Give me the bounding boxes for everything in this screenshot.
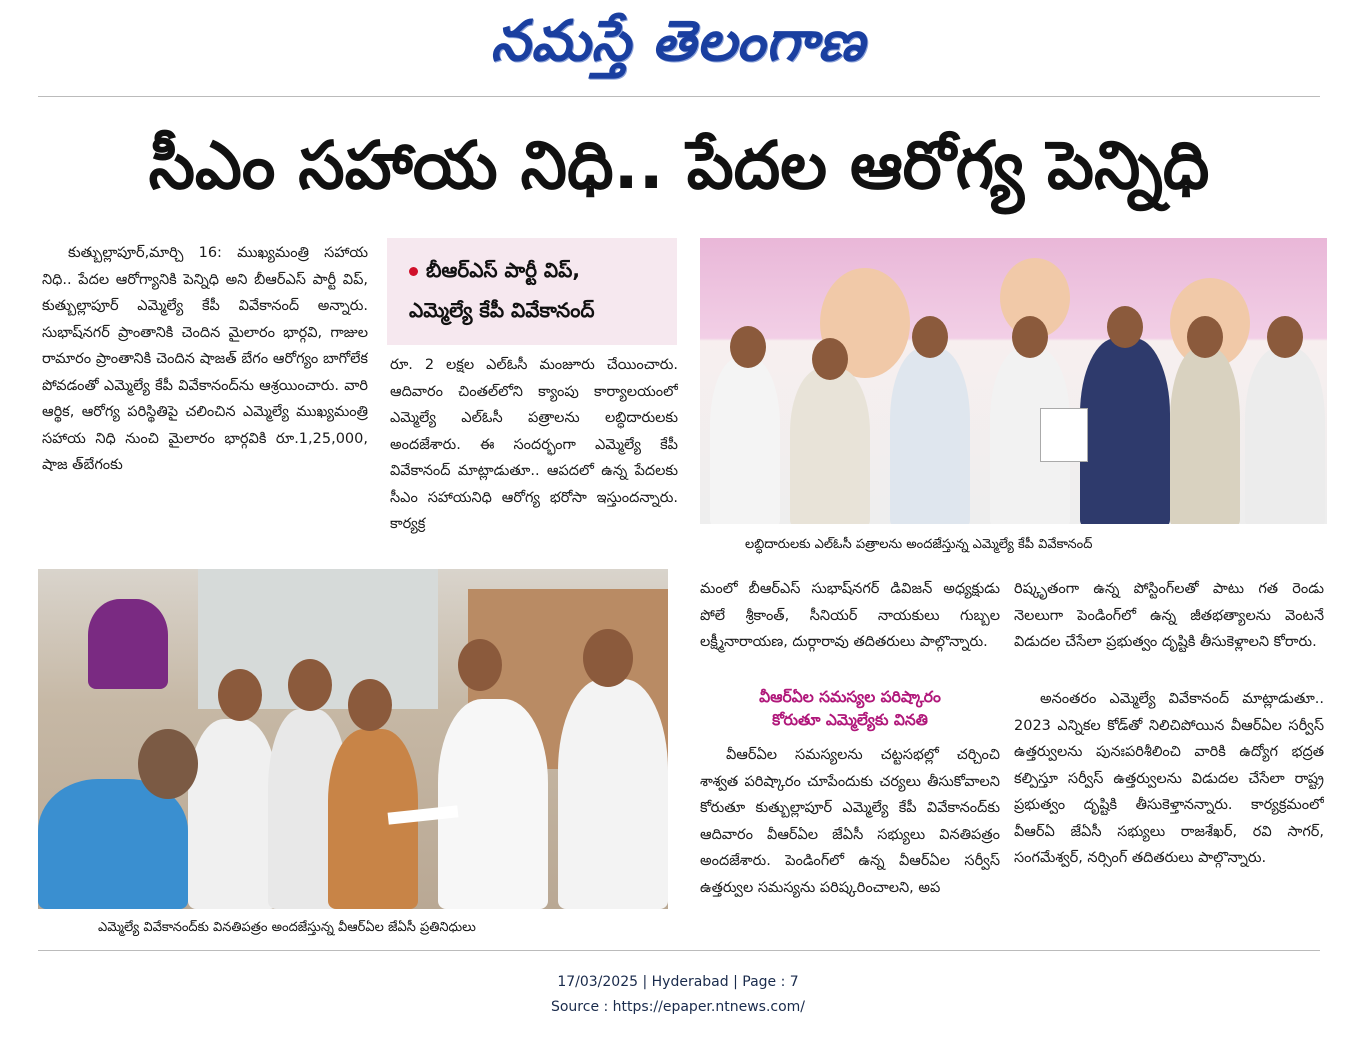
person-head — [138, 729, 198, 799]
person — [1245, 348, 1325, 524]
person — [438, 699, 548, 909]
article-paragraph: అనంతరం ఎమ్మెల్యే వివేకానంద్ మాట్లాడుతూ.. 2023 ఎన్నికల కోడ్‌తో నిలిచిపోయిన వీఆర్ఏల సర్వీస్ ఉత్తర్వులను పునఃపరిశీలించి వారికి ఉద్యోగ భద్రత కల్పిస్తూ సర్వీస్ ఉత్తర్వులను విడుదల చేసేలా రాష్ట్ర ప్రభుత్వం దృష్టికి తీసుకెళ్తానన్నారు. కార్యక్రమంలో వీఆర్ఏ జేఏసీ సభ్యులు రాజశేఖర్, రవి సాగర్, సంగమేశ్వర్, నర్సింగ్ తదితరులు పాల్గొన్నారు. — [1014, 691, 1324, 866]
person — [710, 358, 780, 524]
person-head — [583, 629, 633, 687]
person-head — [1012, 316, 1048, 358]
person-head — [218, 669, 262, 721]
person-head — [730, 326, 766, 368]
article-paragraph: వీఆర్ఏల సమస్యలను చట్టసభల్లో చర్చించి శాశ్వత పరిష్కారం చూపేందుకు చర్యలు తీసుకోవాలని కోరుతూ కుత్బుల్లాపూర్ ఎమ్మెల్యే కేపీ వివేకానంద్‌కు ఆదివారం వీఆర్ఏల జేఏసీ సభ్యులు వినతిపత్రం అందజేశారు. పెండింగ్‌లో ఉన్న వీఆర్ఏల సర్వీస్ ఉత్తర్వుల సమస్యను పరిష్కరించాలని, అప — [700, 747, 1000, 896]
article-column-1 — [42, 240, 368, 558]
article-paragraph: రూ. 2 లక్షల ఎల్ఓసీ మంజూరు చేయించారు. ఆదివారం చింతల్‌లోని క్యాంపు కార్యాలయంలో ఎమ్మెల్యే ఎల్ఓసీ పత్రాలను లబ్ధిదారులకు అందజేశారు. ఈ సందర్భంగా ఎమ్మెల్యే కేపీ వివేకానంద్ మాట్లాడుతూ.. ఆపదలో ఉన్న పేదలకు సీఎం సహాయనిధి ఆరోగ్య భరోసా ఇస్తుందన్నారు. కార్యక్ర — [390, 357, 678, 532]
masthead — [0, 0, 1356, 92]
person-head — [288, 659, 332, 711]
masthead-divider — [38, 96, 1320, 97]
photo-caption-1: లబ్ధిదారులకు ఎల్ఓసీ పత్రాలను అందజేస్తున్న ఎమ్మెల్యే కేపీ వివేకానంద్ — [745, 537, 1093, 552]
article-paragraph: కుత్బుల్లాపూర్,మార్చి 16: ముఖ్యమంత్రి సహాయ నిధి.. పేదల ఆరోగ్యానికి పెన్నిధి అని బీఆర్ఎస్ పార్టీ విప్, కుత్బుల్లాపూర్ ఎమ్మెల్యే కేపీ వివేకానంద్ అన్నారు. సుభాష్‌నగర్ ప్రాంతానికి చెందిన మైలారం భార్గవి, గాజుల రామారం ప్రాంతానికి చెందిన షాజత్ బేగం ఆరోగ్యం బాగోలేక పోవడంతో ఎమ్మెల్యే కేపీ వివేకానంద్‌ను ఆశ్రయించారు. వారి ఆర్థిక, ఆరోగ్య పరిస్థితిపై చలించిన ఎమ్మెల్యే ముఖ్యమంత్రి సహాయ నిధి నుంచి మైలారం భార్గవికి రూ.1,25,000, షాజ త్‌బేగంకు — [42, 245, 368, 473]
bullet-icon — [409, 267, 418, 276]
article-paragraph: రిష్కృతంగా ఉన్న పోస్టింగ్‌లతో పాటు గత రెండు నెలలుగా పెండింగ్‌లో ఉన్న జీతభత్యాలను వెంటనే విడుదల చేసేలా ప్రభుత్వం దృష్టికి తీసుకెళ్లాలని కోరారు. — [1014, 581, 1324, 650]
person — [188, 719, 278, 909]
person — [88, 599, 168, 689]
person — [1080, 338, 1170, 524]
sub-headline-line-1: వీఆర్ఏల సమస్యల పరిష్కారం — [759, 688, 941, 706]
article-headline: సీఎం సహాయ నిధి.. పేదల ఆరోగ్య పెన్నిధి — [148, 127, 1210, 204]
person-head — [912, 316, 948, 358]
person-head — [458, 639, 502, 691]
footer-divider — [38, 950, 1320, 951]
person — [1170, 348, 1240, 524]
person-head — [1107, 306, 1143, 348]
person-head — [1267, 316, 1303, 358]
person-head — [812, 338, 848, 380]
person — [890, 348, 970, 524]
photo-vra-petition — [38, 569, 668, 909]
article-column-4-top — [1014, 576, 1324, 684]
sub-headline-line-2: కోరుతూ ఎమ్మెల్యేకు వినతి — [772, 711, 928, 729]
edition-info: 17/03/2025 | Hyderabad | Page : 7 — [557, 974, 799, 990]
highlight-line-1-wrap — [409, 250, 677, 290]
person — [558, 679, 668, 909]
person-head — [1187, 316, 1223, 358]
article-column-3-top — [700, 576, 1000, 684]
newspaper-logo: నమస్తే తెలంగాణ — [490, 8, 866, 74]
article-column-3-bottom — [700, 742, 1000, 938]
article-column-2 — [390, 352, 678, 558]
highlight-line-2: ఎమ్మెల్యే కేపీ వివేకానంద్ — [409, 298, 595, 322]
photo-caption-2: ఎమ్మెల్యే వివేకానంద్‌కు వినతిపత్రం అందజేస్తున్న వీఆర్ఏల జేఏసీ ప్రతినిధులు — [98, 920, 476, 935]
highlight-box — [387, 238, 677, 345]
highlight-line-1: బీఆర్ఎస్ పార్టీ విప్, — [426, 258, 580, 282]
person — [790, 368, 870, 524]
loc-document — [1040, 408, 1088, 462]
article-paragraph: మంలో బీఆర్ఎస్ సుభాష్‌నగర్ డివిజన్ అధ్యక్షుడు పోలే శ్రీకాంత్, సీనియర్ నాయకులు గుబ్బల లక్ష్మీనారాయణ, దుర్గారావు తదితరులు పాల్గొన్నారు. — [700, 581, 1000, 650]
person-head — [348, 679, 392, 731]
source-link[interactable]: Source : https://epaper.ntnews.com/ — [550, 999, 806, 1015]
photo-loc-handover — [700, 238, 1327, 524]
article-column-4-bottom — [1014, 686, 1324, 938]
sub-headline — [700, 686, 1000, 732]
